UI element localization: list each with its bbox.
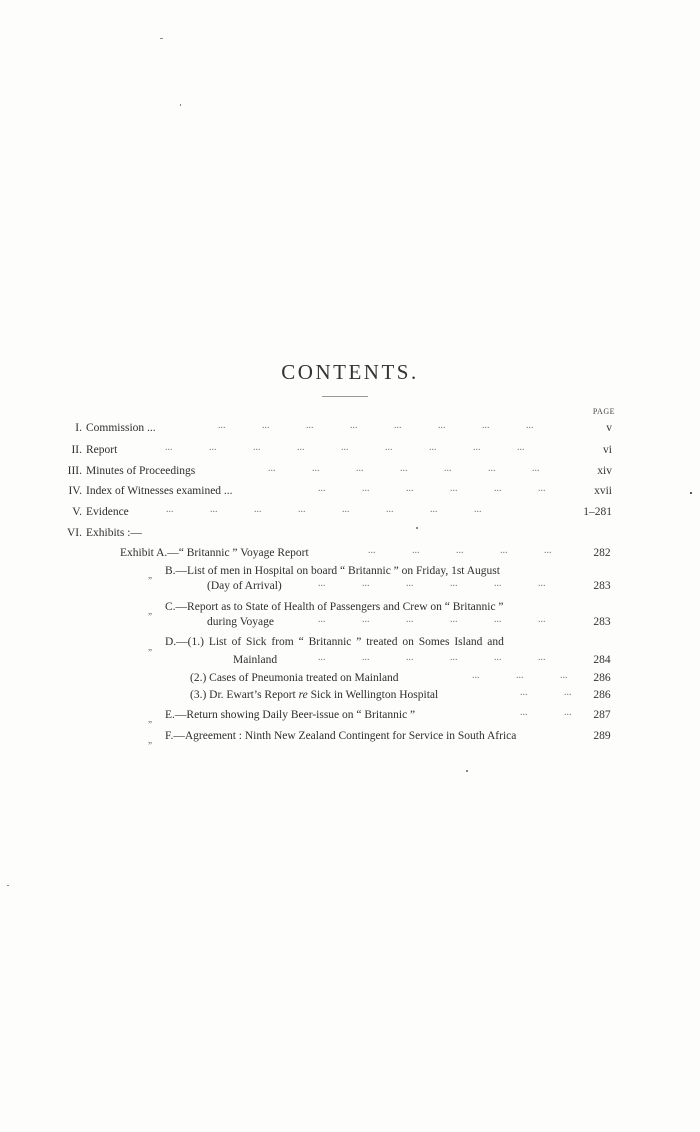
section-number: III. xyxy=(67,465,82,477)
leader-dots: ... ... ... ... ... ... xyxy=(318,578,546,589)
page-number: xiv xyxy=(597,465,612,477)
leader-dots: ... ... ... ... ... xyxy=(368,545,552,556)
section-label: Report xyxy=(86,444,118,456)
leader-dots: ... ... ... ... ... ... ... ... xyxy=(166,504,482,515)
leader-dots: ... ... xyxy=(520,687,572,698)
leader-dots: ... ... ... ... ... ... xyxy=(318,483,546,494)
leader-dots: ... ... ... ... ... ... xyxy=(318,652,546,663)
leader-dots: ... ... ... xyxy=(472,670,568,681)
page-number: vi xyxy=(603,444,612,456)
page-number: 283 xyxy=(593,616,611,628)
section-label: Evidence xyxy=(86,506,129,518)
scan-speck xyxy=(416,527,418,529)
exhibit-label-continued: during Voyage xyxy=(207,616,274,628)
scan-speck xyxy=(7,885,9,886)
ditto-mark: „ xyxy=(148,714,152,724)
leader-dots: ... ... ... ... ... ... ... xyxy=(268,463,540,474)
leader-dots: ... ... ... ... ... ... ... ... xyxy=(218,420,534,431)
page-number: 287 xyxy=(593,709,611,721)
section-number: II. xyxy=(71,444,82,456)
page-number: 284 xyxy=(593,654,611,666)
exhibit-label: E.—Return showing Daily Beer-issue on “ Britannic ” xyxy=(165,709,416,721)
page-number: 286 xyxy=(593,689,611,701)
section-number: VI. xyxy=(66,527,82,539)
page-title: CONTENTS. xyxy=(281,360,419,384)
exhibit-label-continued: Mainland xyxy=(233,654,278,666)
page-column-header: PAGE xyxy=(592,407,615,416)
exhibit-label: C.—Report as to State of Health of Passengers and Crew on “ Britannic ” xyxy=(165,601,504,613)
page-number: 289 xyxy=(593,730,611,742)
scan-speck xyxy=(690,492,692,494)
exhibit-label: F.—Agreement : Ninth New Zealand Contingent for Service in South Africa xyxy=(165,730,517,742)
scan-speck xyxy=(466,770,468,772)
ditto-mark: „ xyxy=(148,642,152,652)
scan-speck xyxy=(160,38,163,39)
ditto-mark: „ xyxy=(148,735,152,745)
leader-dots: ... ... ... ... ... ... xyxy=(318,614,546,625)
exhibit-label: D.—(1.) List of Sick from “ Britannic ” treated on Somes Island and xyxy=(165,636,504,648)
section-label: Commission ... xyxy=(86,422,156,434)
page-number: 283 xyxy=(593,580,611,592)
page-number: 286 xyxy=(593,672,611,684)
section-number: IV. xyxy=(68,485,82,497)
title-rule xyxy=(322,396,368,397)
scan-speck xyxy=(180,104,181,106)
page-number: xvii xyxy=(594,485,612,497)
leader-dots: ... ... ... ... ... ... ... ... ... xyxy=(165,442,525,453)
exhibit-label: B.—List of men in Hospital on board “ Britannic ” on Friday, 1st August xyxy=(165,565,500,577)
section-label: Index of Witnesses examined ... xyxy=(86,485,233,497)
page-number: v xyxy=(606,422,612,434)
exhibit-label-continued: (Day of Arrival) xyxy=(207,580,282,592)
page-number: 282 xyxy=(593,547,611,559)
section-number: V. xyxy=(72,506,82,518)
section-number: I. xyxy=(75,422,82,434)
page-number: 1–281 xyxy=(583,506,612,518)
exhibit-sublabel: (3.) Dr. Ewart’s Report re Sick in Wellington Hospital xyxy=(190,689,439,701)
exhibit-sublabel: (2.) Cases of Pneumonia treated on Mainland xyxy=(190,672,399,684)
section-label: Minutes of Proceedings xyxy=(86,465,196,477)
section-label: Exhibits :— xyxy=(86,527,142,539)
leader-dots: ... ... xyxy=(520,707,572,718)
exhibit-label: Exhibit A.—“ Britannic ” Voyage Report xyxy=(120,547,309,559)
ditto-mark: „ xyxy=(148,606,152,616)
ditto-mark: „ xyxy=(148,570,152,580)
